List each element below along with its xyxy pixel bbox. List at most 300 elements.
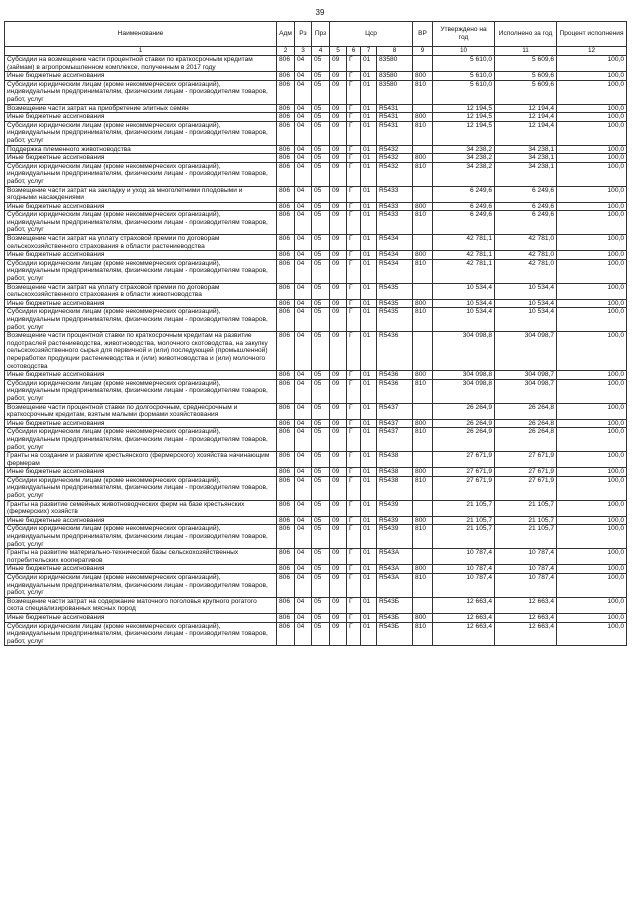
cell-plan: 34 238,2 [433, 145, 495, 154]
cell-rz: 04 [295, 154, 312, 163]
cell-adm: 806 [277, 403, 295, 419]
cell-csr-main: 01 [361, 622, 377, 646]
table-row [5, 597, 627, 613]
cell-csr-program: 09 [330, 332, 347, 371]
cell-csr-code: R543Б [377, 597, 413, 613]
cell-fact: 12 194,4 [495, 104, 557, 113]
cell-adm: 806 [277, 211, 295, 235]
cell-csr-subprogram: Г [347, 283, 361, 299]
cell-csr-subprogram: Г [347, 622, 361, 646]
cell-prz: 05 [312, 468, 330, 477]
cell-plan: 12 663,4 [433, 622, 495, 646]
header-csr: Цср [330, 22, 413, 47]
cell-csr-program: 09 [330, 549, 347, 565]
cell-percent: 100,0 [557, 162, 627, 186]
cell-vr [413, 500, 433, 516]
cell-csr-program: 09 [330, 403, 347, 419]
cell-percent: 100,0 [557, 549, 627, 565]
cell-vr: 810 [413, 525, 433, 549]
cell-prz: 05 [312, 452, 330, 468]
cell-csr-code: R5435 [377, 283, 413, 299]
cell-fact: 12 663,4 [495, 613, 557, 622]
cell-fact: 304 098,7 [495, 332, 557, 371]
cell-rz: 04 [295, 162, 312, 186]
table-row [5, 154, 627, 163]
cell-plan: 10 787,4 [433, 549, 495, 565]
cell-csr-main: 01 [361, 72, 377, 81]
cell-vr [413, 235, 433, 251]
row-name: Субсидии юридическим лицам (кроме некоммерческих организаций), индивидуальным предпринимателям, физическим лицам - производителям товаров, работ, услуг [5, 476, 277, 500]
cell-rz: 04 [295, 299, 312, 308]
cell-csr-subprogram: Г [347, 565, 361, 574]
cell-csr-main: 01 [361, 452, 377, 468]
cell-csr-main: 01 [361, 597, 377, 613]
table-row [5, 379, 627, 403]
col-number: 2 [277, 47, 295, 56]
cell-adm: 806 [277, 565, 295, 574]
cell-csr-code: R543A [377, 565, 413, 574]
cell-csr-code: R543Б [377, 622, 413, 646]
cell-vr: 810 [413, 162, 433, 186]
cell-adm: 806 [277, 251, 295, 260]
cell-prz: 05 [312, 235, 330, 251]
cell-csr-main: 01 [361, 371, 377, 380]
table-row [5, 468, 627, 477]
cell-csr-subprogram: Г [347, 113, 361, 122]
cell-csr-main: 01 [361, 403, 377, 419]
cell-prz: 05 [312, 574, 330, 598]
col-number: 11 [495, 47, 557, 56]
col-number: 5 [330, 47, 347, 56]
cell-prz: 05 [312, 613, 330, 622]
cell-fact: 27 671,9 [495, 468, 557, 477]
row-name: Поддержка племенного животноводства [5, 145, 277, 154]
cell-adm: 806 [277, 308, 295, 332]
cell-csr-subprogram: Г [347, 452, 361, 468]
cell-csr-code: R5439 [377, 516, 413, 525]
cell-rz: 04 [295, 72, 312, 81]
table-row [5, 332, 627, 371]
cell-vr: 800 [413, 516, 433, 525]
cell-csr-program: 09 [330, 379, 347, 403]
cell-plan: 27 671,9 [433, 476, 495, 500]
cell-rz: 04 [295, 403, 312, 419]
header-fact: Исполнено за год [495, 22, 557, 47]
cell-fact: 26 264,8 [495, 403, 557, 419]
cell-csr-subprogram: Г [347, 235, 361, 251]
cell-csr-program: 09 [330, 154, 347, 163]
cell-prz: 05 [312, 622, 330, 646]
cell-prz: 05 [312, 565, 330, 574]
cell-csr-program: 09 [330, 202, 347, 211]
table-row [5, 500, 627, 516]
cell-rz: 04 [295, 379, 312, 403]
budget-table [4, 21, 627, 646]
header-prz: Прз [312, 22, 330, 47]
row-name: Субсидии юридическим лицам (кроме некоммерческих организаций), индивидуальным предпринимателям, физическим лицам - производителям товаров, работ, услуг [5, 259, 277, 283]
cell-vr: 800 [413, 299, 433, 308]
table-row [5, 211, 627, 235]
table-row [5, 145, 627, 154]
table-row [5, 549, 627, 565]
cell-plan: 5 610,0 [433, 56, 495, 72]
cell-percent: 100,0 [557, 186, 627, 202]
cell-prz: 05 [312, 419, 330, 428]
cell-percent: 100,0 [557, 72, 627, 81]
cell-rz: 04 [295, 80, 312, 104]
cell-rz: 04 [295, 476, 312, 500]
cell-csr-program: 09 [330, 104, 347, 113]
cell-csr-main: 01 [361, 476, 377, 500]
row-name: Иные бюджетные ассигнования [5, 202, 277, 211]
row-name: Субсидии юридическим лицам (кроме некоммерческих организаций), индивидуальным предпринимателям, физическим лицам - производителям товаров, работ, услуг [5, 308, 277, 332]
cell-plan: 26 264,9 [433, 428, 495, 452]
cell-adm: 806 [277, 379, 295, 403]
cell-vr: 800 [413, 371, 433, 380]
table-row [5, 235, 627, 251]
cell-percent: 100,0 [557, 104, 627, 113]
cell-csr-code: R5432 [377, 145, 413, 154]
cell-csr-subprogram: Г [347, 162, 361, 186]
cell-percent: 100,0 [557, 154, 627, 163]
cell-fact: 6 249,6 [495, 202, 557, 211]
cell-rz: 04 [295, 332, 312, 371]
table-row [5, 419, 627, 428]
cell-csr-main: 01 [361, 251, 377, 260]
cell-csr-subprogram: Г [347, 211, 361, 235]
cell-adm: 806 [277, 476, 295, 500]
cell-rz: 04 [295, 104, 312, 113]
cell-csr-code: R5436 [377, 371, 413, 380]
cell-csr-main: 01 [361, 468, 377, 477]
cell-percent: 100,0 [557, 251, 627, 260]
cell-fact: 27 671,9 [495, 476, 557, 500]
cell-fact: 10 787,4 [495, 574, 557, 598]
cell-plan: 10 534,4 [433, 283, 495, 299]
cell-csr-program: 09 [330, 80, 347, 104]
cell-rz: 04 [295, 211, 312, 235]
cell-csr-program: 09 [330, 597, 347, 613]
cell-csr-code: R5434 [377, 251, 413, 260]
cell-percent: 100,0 [557, 597, 627, 613]
cell-csr-subprogram: Г [347, 476, 361, 500]
cell-adm: 806 [277, 154, 295, 163]
cell-adm: 806 [277, 622, 295, 646]
row-name: Гранты на развитие семейных животноводческих ферм на базе крестьянских (фермерских) хозяйств [5, 500, 277, 516]
cell-csr-main: 01 [361, 113, 377, 122]
cell-csr-main: 01 [361, 80, 377, 104]
cell-csr-subprogram: Г [347, 371, 361, 380]
row-name: Субсидии юридическим лицам (кроме некоммерческих организаций), индивидуальным предпринимателям, физическим лицам - производителям товаров, работ, услуг [5, 379, 277, 403]
cell-csr-main: 01 [361, 419, 377, 428]
table-row [5, 202, 627, 211]
cell-fact: 10 534,4 [495, 283, 557, 299]
cell-csr-program: 09 [330, 574, 347, 598]
table-row [5, 186, 627, 202]
cell-csr-program: 09 [330, 516, 347, 525]
cell-fact: 12 663,4 [495, 622, 557, 646]
table-row [5, 403, 627, 419]
cell-fact: 26 264,8 [495, 428, 557, 452]
cell-csr-code: R543A [377, 549, 413, 565]
cell-csr-code: R5438 [377, 468, 413, 477]
cell-csr-code: R5436 [377, 379, 413, 403]
row-name: Иные бюджетные ассигнования [5, 565, 277, 574]
cell-rz: 04 [295, 549, 312, 565]
cell-fact: 5 609,6 [495, 56, 557, 72]
row-name: Субсидии юридическим лицам (кроме некоммерческих организаций), индивидуальным предпринимателям, физическим лицам - производителям товаров, работ, услуг [5, 121, 277, 145]
cell-adm: 806 [277, 283, 295, 299]
cell-adm: 806 [277, 259, 295, 283]
cell-plan: 26 264,9 [433, 403, 495, 419]
cell-rz: 04 [295, 251, 312, 260]
table-row [5, 56, 627, 72]
header-adm: Адм [277, 22, 295, 47]
cell-rz: 04 [295, 308, 312, 332]
cell-csr-program: 09 [330, 622, 347, 646]
cell-csr-main: 01 [361, 104, 377, 113]
row-name: Иные бюджетные ассигнования [5, 72, 277, 81]
cell-csr-program: 09 [330, 428, 347, 452]
cell-rz: 04 [295, 525, 312, 549]
cell-csr-subprogram: Г [347, 56, 361, 72]
cell-vr: 810 [413, 80, 433, 104]
cell-csr-program: 09 [330, 283, 347, 299]
cell-csr-code: R5438 [377, 452, 413, 468]
cell-percent: 100,0 [557, 332, 627, 371]
cell-csr-main: 01 [361, 428, 377, 452]
cell-adm: 806 [277, 80, 295, 104]
cell-csr-program: 09 [330, 452, 347, 468]
row-name: Субсидии юридическим лицам (кроме некоммерческих организаций), индивидуальным предпринимателям, физическим лицам - производителям товаров, работ, услуг [5, 574, 277, 598]
cell-csr-program: 09 [330, 299, 347, 308]
cell-csr-program: 09 [330, 145, 347, 154]
cell-csr-code: R5431 [377, 104, 413, 113]
cell-plan: 12 194,5 [433, 113, 495, 122]
cell-prz: 05 [312, 332, 330, 371]
table-row [5, 371, 627, 380]
cell-vr: 800 [413, 113, 433, 122]
cell-csr-subprogram: Г [347, 251, 361, 260]
row-name: Иные бюджетные ассигнования [5, 516, 277, 525]
cell-adm: 806 [277, 121, 295, 145]
cell-fact: 42 781,0 [495, 259, 557, 283]
col-number: 1 [5, 47, 277, 56]
cell-percent: 100,0 [557, 419, 627, 428]
row-name: Возмещение части процентной ставки по краткосрочным кредитам на развитие подотраслей растениеводства, животноводства, молочного скотоводства, на закупку сельскохозяйственного сырья для первичной и (или) последующей (промышленной) переработки продукции растениеводства и (или) животноводства и (или) молочного скотоводства [5, 332, 277, 371]
row-name: Субсидии юридическим лицам (кроме некоммерческих организаций), индивидуальным предпринимателям, физическим лицам - производителям товаров, работ, услуг [5, 211, 277, 235]
cell-vr [413, 186, 433, 202]
cell-prz: 05 [312, 202, 330, 211]
row-name: Субсидии юридическим лицам (кроме некоммерческих организаций), индивидуальным предпринимателям, физическим лицам - производителям товаров, работ, услуг [5, 80, 277, 104]
cell-vr [413, 332, 433, 371]
cell-fact: 12 194,4 [495, 121, 557, 145]
cell-plan: 27 671,9 [433, 468, 495, 477]
table-row [5, 113, 627, 122]
cell-csr-subprogram: Г [347, 121, 361, 145]
row-name: Иные бюджетные ассигнования [5, 371, 277, 380]
cell-csr-code: R5435 [377, 308, 413, 332]
cell-prz: 05 [312, 371, 330, 380]
col-number: 10 [433, 47, 495, 56]
cell-vr: 800 [413, 251, 433, 260]
cell-plan: 304 098,8 [433, 332, 495, 371]
header-rz: Рз [295, 22, 312, 47]
cell-plan: 21 105,7 [433, 525, 495, 549]
cell-percent: 100,0 [557, 299, 627, 308]
cell-plan: 42 781,1 [433, 251, 495, 260]
cell-fact: 6 249,6 [495, 186, 557, 202]
cell-percent: 100,0 [557, 283, 627, 299]
row-name: Возмещение части затрат на закладку и уход за многолетними плодовыми и ягодными насаждениями [5, 186, 277, 202]
col-number: 7 [361, 47, 377, 56]
cell-rz: 04 [295, 371, 312, 380]
cell-vr [413, 56, 433, 72]
cell-csr-code: R5431 [377, 121, 413, 145]
row-name: Субсидии на возмещение части процентной ставки по краткосрочным кредитам (займам) в агропромышленном комплексе, полученным в 2017 году [5, 56, 277, 72]
cell-vr: 800 [413, 154, 433, 163]
cell-csr-code: R5434 [377, 235, 413, 251]
cell-rz: 04 [295, 452, 312, 468]
page-number: 39 [315, 8, 325, 17]
cell-fact: 5 609,6 [495, 80, 557, 104]
cell-prz: 05 [312, 308, 330, 332]
cell-fact: 26 264,8 [495, 419, 557, 428]
cell-csr-main: 01 [361, 259, 377, 283]
row-name: Возмещение части затрат на уплату страховой премии по договорам сельскохозяйственного страхования в области животноводства [5, 283, 277, 299]
cell-csr-code: 83580 [377, 72, 413, 81]
cell-csr-code: R5431 [377, 113, 413, 122]
header-row [5, 22, 627, 47]
cell-vr: 800 [413, 565, 433, 574]
cell-csr-subprogram: Г [347, 428, 361, 452]
cell-adm: 806 [277, 202, 295, 211]
col-number: 3 [295, 47, 312, 56]
table-row [5, 72, 627, 81]
cell-csr-program: 09 [330, 565, 347, 574]
row-name: Возмещение части затрат на приобретение элитных семян [5, 104, 277, 113]
cell-percent: 100,0 [557, 622, 627, 646]
cell-csr-main: 01 [361, 202, 377, 211]
cell-csr-code: R5439 [377, 500, 413, 516]
cell-csr-code: R543A [377, 574, 413, 598]
cell-csr-main: 01 [361, 565, 377, 574]
cell-percent: 100,0 [557, 259, 627, 283]
cell-prz: 05 [312, 549, 330, 565]
cell-vr: 800 [413, 202, 433, 211]
cell-csr-subprogram: Г [347, 525, 361, 549]
cell-vr: 810 [413, 259, 433, 283]
cell-fact: 34 238,1 [495, 162, 557, 186]
cell-prz: 05 [312, 121, 330, 145]
cell-csr-subprogram: Г [347, 379, 361, 403]
cell-prz: 05 [312, 516, 330, 525]
cell-fact: 34 238,1 [495, 145, 557, 154]
cell-csr-code: R5432 [377, 154, 413, 163]
cell-adm: 806 [277, 549, 295, 565]
row-name: Иные бюджетные ассигнования [5, 251, 277, 260]
cell-vr [413, 549, 433, 565]
cell-prz: 05 [312, 145, 330, 154]
cell-vr: 800 [413, 419, 433, 428]
cell-vr [413, 145, 433, 154]
cell-plan: 12 663,4 [433, 597, 495, 613]
cell-plan: 5 610,0 [433, 80, 495, 104]
cell-csr-subprogram: Г [347, 145, 361, 154]
cell-percent: 100,0 [557, 403, 627, 419]
cell-prz: 05 [312, 283, 330, 299]
cell-csr-code: R543Б [377, 613, 413, 622]
cell-rz: 04 [295, 202, 312, 211]
column-number-row [5, 47, 627, 56]
cell-csr-code: R5434 [377, 259, 413, 283]
cell-plan: 6 249,6 [433, 202, 495, 211]
table-row [5, 121, 627, 145]
cell-rz: 04 [295, 121, 312, 145]
table-row [5, 162, 627, 186]
cell-csr-main: 01 [361, 332, 377, 371]
cell-csr-main: 01 [361, 308, 377, 332]
row-name: Иные бюджетные ассигнования [5, 468, 277, 477]
cell-percent: 100,0 [557, 468, 627, 477]
cell-fact: 5 609,6 [495, 72, 557, 81]
cell-plan: 34 238,2 [433, 162, 495, 186]
cell-percent: 100,0 [557, 211, 627, 235]
cell-vr: 810 [413, 428, 433, 452]
cell-adm: 806 [277, 186, 295, 202]
cell-plan: 12 194,5 [433, 104, 495, 113]
cell-csr-main: 01 [361, 186, 377, 202]
cell-rz: 04 [295, 613, 312, 622]
cell-csr-program: 09 [330, 371, 347, 380]
cell-rz: 04 [295, 622, 312, 646]
cell-rz: 04 [295, 500, 312, 516]
cell-percent: 100,0 [557, 476, 627, 500]
table-row [5, 299, 627, 308]
cell-csr-program: 09 [330, 476, 347, 500]
cell-plan: 26 264,9 [433, 419, 495, 428]
row-name: Гранты на развитие материально-технической базы сельскохозяйственных потребительских кооперативов [5, 549, 277, 565]
table-row [5, 516, 627, 525]
cell-rz: 04 [295, 516, 312, 525]
cell-plan: 12 663,4 [433, 613, 495, 622]
row-name: Гранты на создание и развитие крестьянского (фермерского) хозяйства начинающим фермерам [5, 452, 277, 468]
cell-adm: 806 [277, 162, 295, 186]
table-row [5, 565, 627, 574]
cell-fact: 10 787,4 [495, 549, 557, 565]
cell-percent: 100,0 [557, 202, 627, 211]
cell-percent: 100,0 [557, 452, 627, 468]
cell-percent: 100,0 [557, 379, 627, 403]
cell-csr-subprogram: Г [347, 154, 361, 163]
cell-percent: 100,0 [557, 371, 627, 380]
cell-csr-main: 01 [361, 211, 377, 235]
cell-vr: 810 [413, 308, 433, 332]
cell-percent: 100,0 [557, 525, 627, 549]
cell-csr-code: R5433 [377, 186, 413, 202]
cell-csr-main: 01 [361, 500, 377, 516]
cell-csr-code: R5437 [377, 419, 413, 428]
cell-rz: 04 [295, 468, 312, 477]
cell-prz: 05 [312, 259, 330, 283]
cell-vr: 800 [413, 613, 433, 622]
cell-adm: 806 [277, 597, 295, 613]
cell-csr-subprogram: Г [347, 500, 361, 516]
cell-csr-main: 01 [361, 56, 377, 72]
cell-plan: 10 534,4 [433, 308, 495, 332]
cell-percent: 100,0 [557, 80, 627, 104]
table-row [5, 428, 627, 452]
